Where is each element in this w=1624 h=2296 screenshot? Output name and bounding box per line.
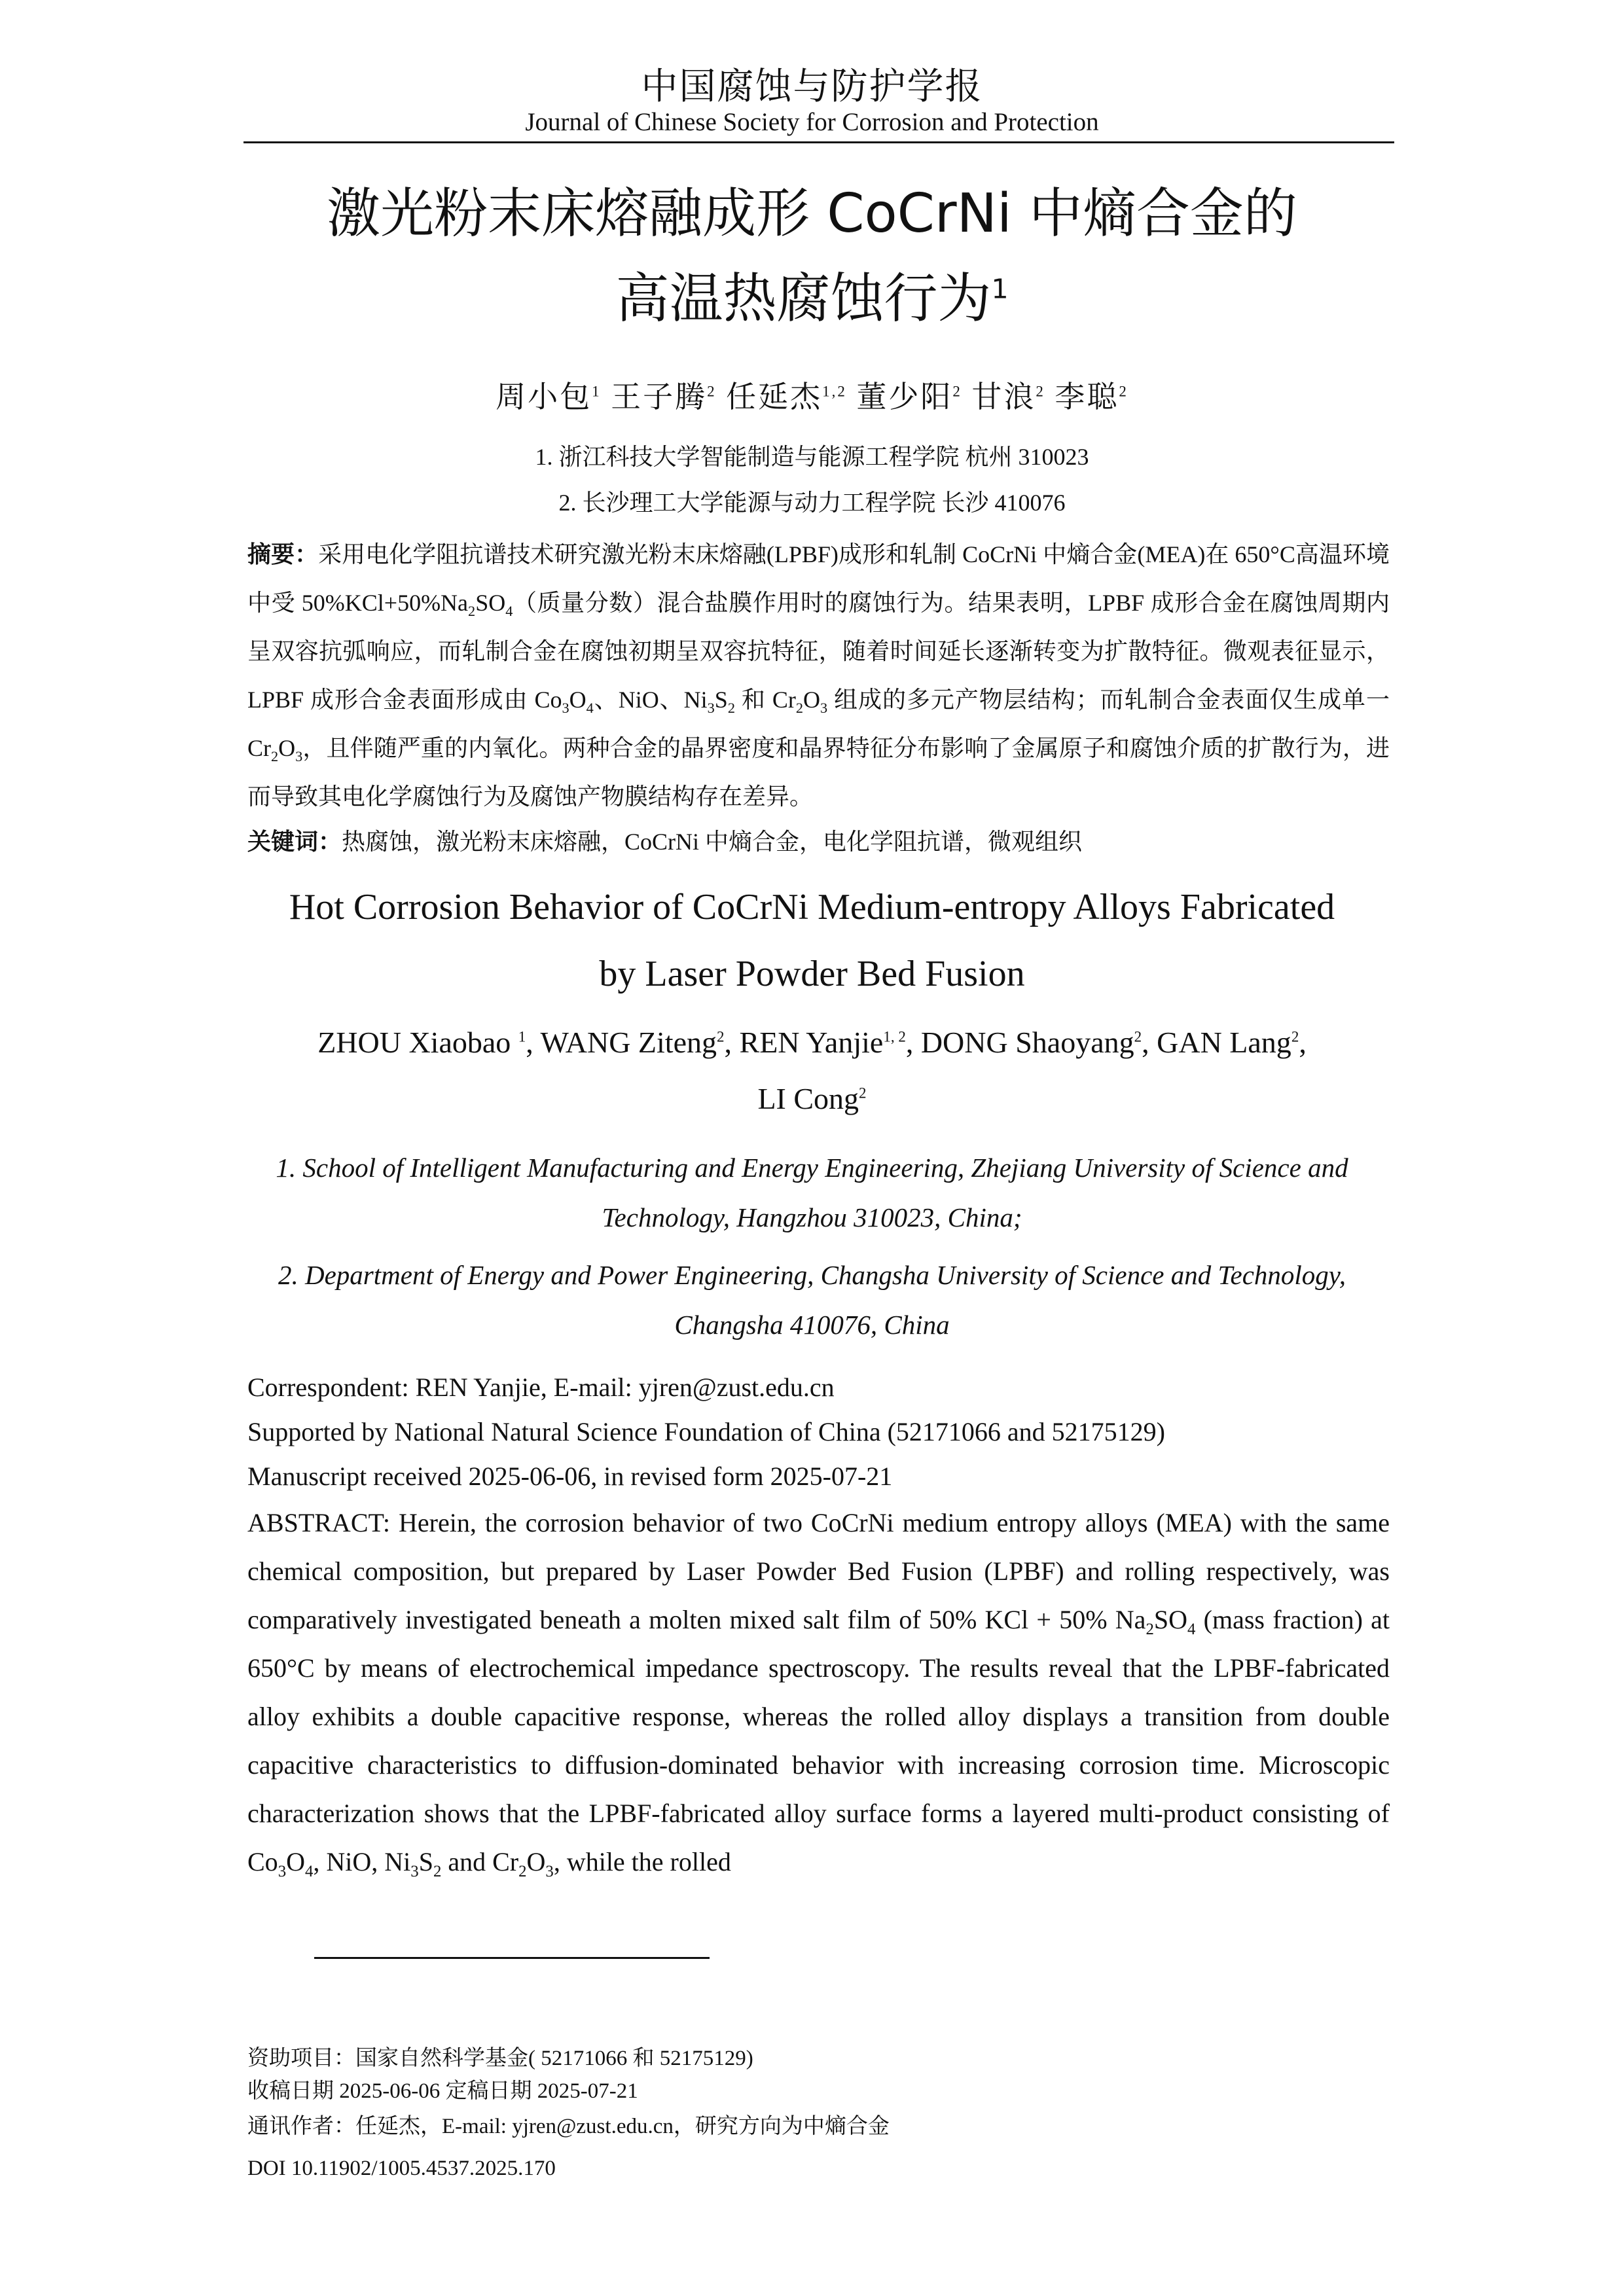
received-en: Manuscript received 2025-06-06, in revised form 2025-07-21 [247,1462,893,1491]
abstract-cn-text: ，且伴随严重的内氧化。两种合金的晶界密度和晶界特征分布影响了金属原子和腐蚀介质的扩散行为，进而导致其电化学腐蚀行为及腐蚀产物膜结构存在差异。 [247,735,1390,810]
title-cn-line2 [196,257,1428,342]
subscript: 4 [586,700,594,717]
author-en-aff: 1 [518,1028,526,1045]
subscript: 3 [707,700,715,717]
keywords-cn [247,822,1390,861]
footnote-rule [314,1957,710,1959]
journal-name-en: Journal of Chinese Society for Corrosion and Protection [525,108,1099,136]
subscript: 3 [562,700,569,717]
author-cn: 李聪 [1055,380,1119,414]
subscript: 2 [795,700,803,717]
subscript: 3 [820,700,828,717]
abstract-en-text: , NiO, Ni [313,1847,411,1876]
affiliation-en-1: 1. School of Intelligent Manufacturing and Energy Engineering, Zhejiang University of Science and Technology, Hangzhou 310023, China; [276,1153,1348,1232]
abstract-cn-text: 、NiO、Ni [593,687,708,713]
author-cn-aff: 1 [592,383,602,400]
title-en-line2: by Laser Powder Bed Fusion [599,954,1025,994]
author-en-separator: , [1299,1026,1307,1059]
authors-cn [0,373,1624,416]
abstract-en-text: O [286,1847,305,1876]
author-en: , REN Yanjie [724,1026,884,1059]
footnote-dates: 收稿日期 2025-06-06 定稿日期 2025-07-21 [247,2079,638,2103]
author-cn: 王子腾 [611,380,708,414]
author-en: , DONG Shaoyang [905,1026,1134,1059]
title-cn-line1: 激光粉末床熔融成形 CoCrNi 中熵合金的 [327,183,1297,245]
title-footnote-mark: 1 [991,273,1009,305]
author-en-aff: 2 [859,1085,867,1102]
abstract-en-text: and Cr [441,1847,519,1876]
abstract-cn-text: SO [475,590,506,616]
author-en-aff: 2 [1291,1028,1299,1045]
abstract-cn-text: （质量分数）混合盐膜作用时的腐蚀行为。结果表明，LPBF 成形合金在腐蚀周期内呈双容抗弧响应，而轧制合金在腐蚀初期呈双容抗特征，随着时间延长逐渐转变为扩散特征。微观表征显示，LPBF 成形合金表面形成由 Co [247,590,1390,713]
author-cn-aff: 1,2 [822,383,847,400]
title-cn-line2-text: 高温热腐蚀行为 [615,268,992,330]
correspondent-en: Correspondent: REN Yanjie, E-mail: yjren@zust.edu.cn [247,1372,835,1402]
abstract-en-text: O [526,1847,546,1876]
author-en: , GAN Lang [1142,1026,1291,1059]
subscript: 3 [295,748,303,765]
title-en [216,874,1408,1007]
authors-en-line1 [216,1014,1408,1071]
abstract-cn-text: O [803,687,820,713]
footnote-funding: 资助项目：国家自然科学基金( 52171066 和 52175129) [247,2047,753,2070]
author-en-aff: 2 [717,1028,725,1045]
abstract-cn-text: 组成的多元产物层结构；而轧制合金表面仅生成单一 Cr [247,687,1390,761]
subscript: 2 [1146,1621,1154,1638]
header-rule [244,141,1394,143]
subscript: 2 [468,603,476,620]
footnote-doi: DOI 10.11902/1005.4537.2025.170 [247,2157,556,2180]
abstract-cn-text: O [278,735,296,761]
author-cn-aff: 2 [1119,383,1128,400]
keywords-cn-text: 热腐蚀，激光粉末床熔融，CoCrNi 中熵合金，电化学阻抗谱，微观组织 [342,829,1083,855]
authors-en [216,1014,1408,1127]
funding-en: Supported by National Natural Science Foundation of China (52171066 and 52175129) [247,1417,1165,1446]
abstract-en-text: S [418,1847,433,1876]
subscript: 3 [410,1863,419,1880]
abstract-cn-text: O [569,687,586,713]
author-cn-aff: 2 [1036,383,1045,400]
footnote-correspondent: 通讯作者：任延杰，E-mail: yjren@zust.edu.cn，研究方向为中熵合金 [247,2115,890,2138]
author-en: , WANG Ziteng [526,1026,717,1059]
journal-name-cn: 中国腐蚀与防护学报 [641,67,983,107]
author-en-aff: 1, 2 [883,1028,906,1045]
abstract-en [247,1499,1390,1886]
author-en-aff: 2 [1134,1028,1142,1045]
affiliation-cn-2: 2. 长沙理工大学能源与动力工程学院 长沙 410076 [558,490,1066,516]
abstract-cn-text: S [714,687,728,713]
author-en: ZHOU Xiaobao [317,1026,518,1059]
authors-en-line2 [216,1071,1408,1127]
subscript: 4 [505,603,513,620]
subscript: 4 [1187,1621,1196,1638]
subscript: 2 [271,748,279,765]
abstract-en-text: , while the rolled [553,1847,731,1876]
subscript: 2 [518,1863,527,1880]
author-en: LI Cong [757,1082,859,1115]
subscript: 2 [433,1863,442,1880]
abstract-en-text: (mass fraction) at 650°C by means of electrochemical impedance spectroscopy. The results reveal that the LPBF-fabricated alloy exhibits a double capacitive response, whereas the rolled alloy displays a transition from double capacitive characteristics to diffusion-dominated behavior with increasing corrosion time. Microscopic characterization shows that the LPBF-fabricated alloy surface forms a layered multi-product consisting of Co [247,1605,1390,1876]
subscript: 2 [727,700,735,717]
author-cn: 董少阳 [856,380,953,414]
title-cn [196,171,1428,342]
subscript: 4 [304,1863,314,1880]
abstract-en-text: SO [1153,1605,1187,1634]
author-cn: 任延杰 [726,380,823,414]
author-cn: 甘浪 [971,380,1036,414]
affiliation-cn-1: 1. 浙江科技大学智能制造与能源工程学院 杭州 310023 [535,444,1089,470]
subscript: 3 [278,1863,287,1880]
title-en-line1: Hot Corrosion Behavior of CoCrNi Medium-entropy Alloys Fabricated [289,887,1335,927]
abstract-cn [247,530,1390,821]
affiliation-en-2: 2. Department of Energy and Power Engineering, Changsha University of Science and Technology, Changsha 410076, China [278,1260,1346,1340]
abstract-cn-text: 和 Cr [734,687,796,713]
author-cn-aff: 2 [707,383,717,400]
author-cn-aff: 2 [952,383,962,400]
subscript: 3 [545,1863,554,1880]
keywords-cn-label: 关键词： [247,829,342,855]
abstract-cn-text: 采用电化学阻抗谱技术研究激光粉末床熔融(LPBF)成形和轧制 CoCrNi 中熵合金(MEA)在 650°C高温环境中受 50%KCl+50%Na [247,541,1390,616]
abstract-cn-label: 摘要： [247,541,319,567]
abstract-en-text: ABSTRACT: Herein, the corrosion behavior of two CoCrNi medium entropy alloys (MEA) with the same chemical composition, but prepared by Laser Powder Bed Fusion (LPBF) and rolling respectively, was comparatively investigated beneath a molten mixed salt film of 50% KCl + 50% Na [247,1508,1390,1634]
author-cn: 周小包 [496,380,592,414]
